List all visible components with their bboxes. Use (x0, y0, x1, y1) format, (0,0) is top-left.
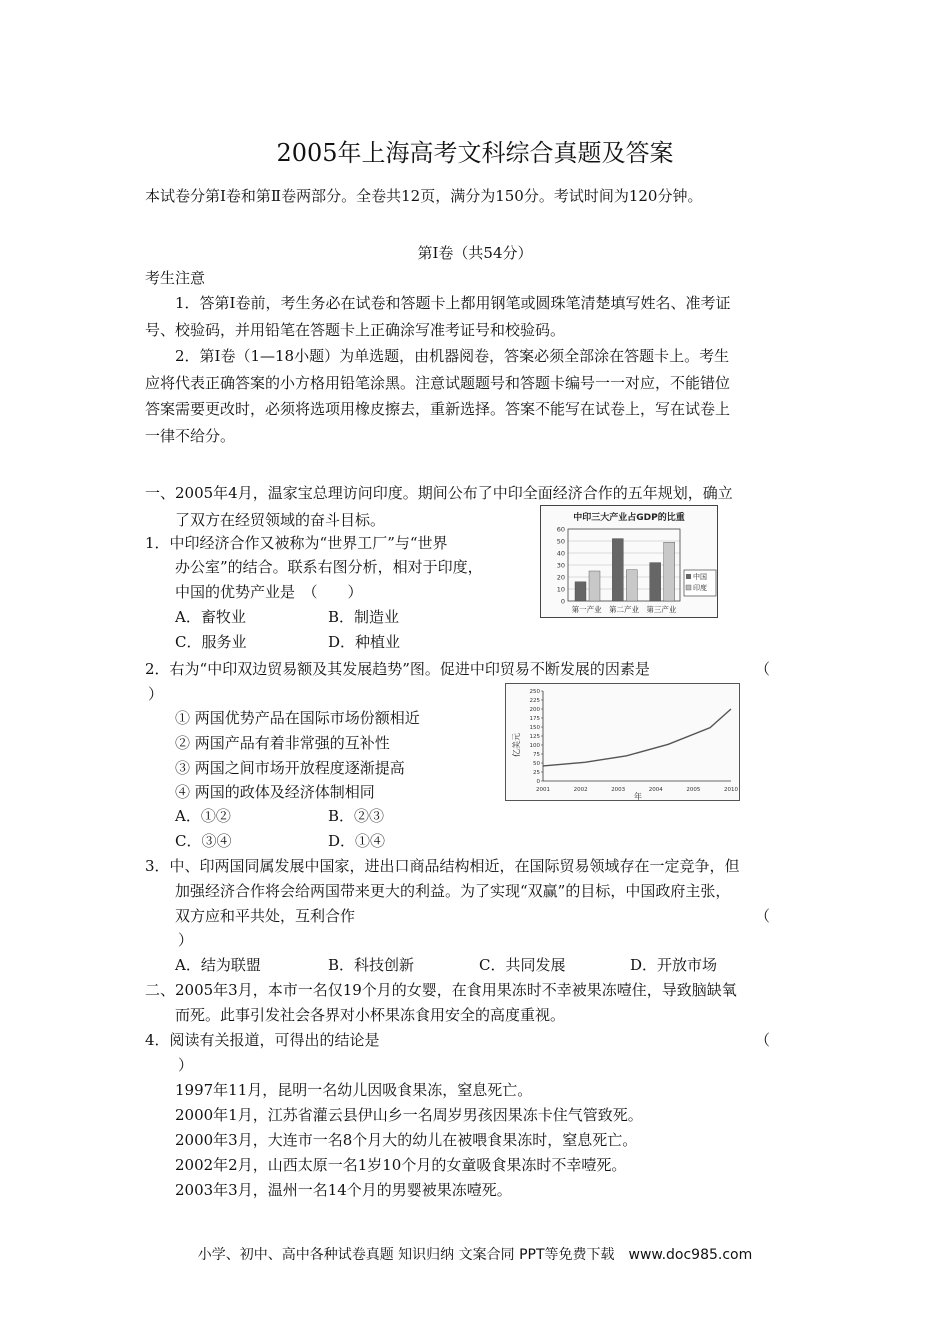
section1-line: 一、2005年4月，温家宝总理访问印度。期间公布了中印全面经济合作的五年规划，确立 (145, 484, 733, 502)
chart2-ytick-label: 125 (529, 734, 540, 740)
chart2-ytick-label: 250 (529, 689, 540, 695)
section2-line: 而死。此事引发社会各界对小杯果冻食用安全的高度重视。 (175, 1006, 566, 1024)
chart2-ytick-label: 225 (529, 698, 540, 704)
q3-option-c: C．共同发展 (479, 956, 566, 974)
legend-label-china: 中国 (693, 573, 707, 581)
notice-line: 一律不给分。 (145, 427, 236, 445)
q2-option-d: D．①④ (328, 832, 386, 850)
bar-china-2 (612, 539, 623, 601)
q4-report: 2000年1月，江苏省灌云县伊山乡一名周岁男孩因果冻卡住气管致死。 (175, 1106, 643, 1124)
q4-paren-close: ） (178, 1056, 194, 1074)
q4-report: 2002年2月，山西太原一名1岁10个月的女童吸食果冻时不幸噎死。 (175, 1156, 627, 1174)
notice-line: 答案需要更改时，必须将选项用橡皮擦去，重新选择。答案不能写在试卷上，写在试卷上 (145, 400, 731, 418)
chart2-xtick-label: 2003 (611, 787, 626, 793)
q3-option-b: B．科技创新 (328, 956, 415, 974)
notice-line: 1．答第Ⅰ卷前，考生务必在试卷和答题卡上都用钢笔或圆珠笔清楚填写姓名、准考证 (175, 294, 731, 312)
chart1-ytick-label: 0 (560, 597, 565, 606)
bar-india-3 (664, 542, 675, 601)
chart1-ytick-label: 50 (556, 537, 565, 546)
q1-option-d: D．种植业 (328, 633, 401, 651)
chart2-xtick-label: 2002 (573, 787, 588, 793)
chart2-ytick-label: 100 (529, 743, 540, 749)
gdp-share-chart-svg (540, 505, 718, 618)
q1-option-b: B．制造业 (328, 608, 400, 626)
q1-stem: 中国的优势产业是 （ ） (175, 583, 363, 601)
q2-paren-close: ） (148, 685, 164, 703)
chart1-title: 中印三大产业占GDP的比重 (573, 513, 685, 523)
intro-text: 本试卷分第Ⅰ卷和第Ⅱ卷两部分。全卷共12页，满分为150分。考试时间为120分钟。 (145, 187, 703, 205)
chart1-ytick-label: 10 (556, 585, 565, 594)
trade-volume-chart-svg (505, 683, 740, 801)
q4-report: 2000年3月，大连市一名8个月大的幼儿在被喂食果冻时，窒息死亡。 (175, 1131, 638, 1149)
bar-china-1 (575, 582, 586, 601)
trade-volume-chart (505, 683, 740, 801)
q2-item: ① 两国优势产品在国际市场份额相近 (175, 709, 420, 727)
chart1-category-label: 第三产业 (646, 605, 677, 614)
chart2-xtick-label: 2010 (724, 787, 738, 793)
chart1-category-label: 第二产业 (609, 605, 639, 614)
chart2-xlabel: 年 (634, 792, 642, 801)
footer-text: 小学、初中、高中各种试卷真题 知识归纳 文案合同 PPT等免费下载 www.doc985.com (197, 1247, 753, 1263)
section2-line: 二、2005年3月，本市一名仅19个月的女婴，在食用果冻时不幸被果冻噎住，导致脑缺氧 (145, 981, 737, 999)
q1-stem: 办公室”的结合。联系右图分析，相对于印度， (175, 558, 483, 576)
chart2-ytick-label: 0 (536, 779, 540, 785)
chart1-ytick-label: 60 (556, 525, 565, 534)
q1-option-c: C．服务业 (175, 633, 247, 651)
chart2-ytick-label: 150 (529, 725, 540, 731)
q2-item: ④ 两国的政体及经济体制相同 (175, 783, 375, 801)
q2-option-b: B．②③ (328, 807, 385, 825)
chart2-ytick-label: 75 (533, 752, 540, 758)
page-title: 2005年上海高考文科综合真题及答案 (276, 139, 674, 167)
q3-stem: 3．中、印两国同属发展中国家，进出口商品结构相近，在国际贸易领域存在一定竞争，但 (145, 857, 740, 875)
chart2-ytick-label: 25 (533, 770, 540, 776)
section1-line: 了双方在经贸领域的奋斗目标。 (175, 511, 386, 529)
chart2-ytick-label: 200 (529, 707, 540, 713)
bar-india-2 (626, 570, 637, 601)
q2-item: ② 两国产品有着非常强的互补性 (175, 734, 390, 752)
bar-china-3 (650, 563, 661, 601)
notice-line: 号、校验码，并用铅笔在答题卡上正确涂写准考证号和校验码。 (145, 321, 566, 339)
q2-item: ③ 两国之间市场开放程度逐渐提高 (175, 759, 405, 777)
chart2-ytick-label: 50 (533, 761, 540, 767)
q2-option-c: C．③④ (175, 832, 232, 850)
q1-option-a: A．畜牧业 (175, 608, 246, 626)
q2-stem: 2．右为“中印双边贸易额及其发展趋势”图。促进中印贸易不断发展的因素是 (145, 660, 650, 678)
trade-trend-line (543, 709, 731, 766)
legend-swatch-china (686, 574, 691, 579)
q3-paren-close: ） (178, 931, 194, 949)
chart1-ytick-label: 20 (556, 573, 565, 582)
chart2-xtick-label: 2004 (648, 787, 663, 793)
q4-paren-open: （ (755, 1031, 771, 1049)
gdp-share-chart (540, 505, 718, 618)
notice-line: 应将代表正确答案的小方格用铅笔涂黑。注意试题题号和答题卡编号一一对应，不能错位 (145, 374, 731, 392)
chart2-ylabel: 亿美元 (512, 733, 521, 757)
q3-option-d: D．开放市场 (630, 956, 718, 974)
q3-stem: 加强经济合作将会给两国带来更大的利益。为了实现“双赢”的目标，中国政府主张， (175, 882, 731, 900)
notice-line: 2．第Ⅰ卷（1—18小题）为单选题，由机器阅卷，答案必须全部涂在答题卡上。考生 (175, 347, 730, 365)
q3-paren-open: （ (755, 907, 771, 925)
legend-label-india: 印度 (693, 584, 707, 592)
q3-option-a: A．结为联盟 (175, 956, 261, 974)
q4-stem: 4．阅读有关报道，可得出的结论是 (145, 1031, 380, 1049)
legend-swatch-india (686, 585, 691, 590)
notice-heading: 考生注意 (145, 269, 206, 287)
bar-india-1 (589, 571, 600, 601)
chart2-ytick-label: 175 (529, 716, 540, 722)
q2-paren-open: （ (755, 660, 771, 678)
q1-stem: 1．中印经济合作又被称为“世界工厂”与“世界 (145, 534, 448, 552)
q4-report: 2003年3月，温州一名14个月的男婴被果冻噎死。 (175, 1181, 512, 1199)
chart1-ytick-label: 40 (556, 549, 565, 558)
chart1-ytick-label: 30 (556, 561, 565, 570)
chart2-xtick-label: 2005 (686, 787, 701, 793)
chart1-category-label: 第一产业 (571, 605, 602, 614)
q4-report: 1997年11月，昆明一名幼儿因吸食果冻，窒息死亡。 (175, 1081, 533, 1099)
chart2-xtick-label: 2001 (536, 787, 550, 793)
q2-option-a: A．①② (175, 807, 231, 825)
part1-heading: 第Ⅰ卷（共54分） (417, 244, 533, 262)
q3-stem: 双方应和平共处，互利合作 (175, 907, 356, 925)
